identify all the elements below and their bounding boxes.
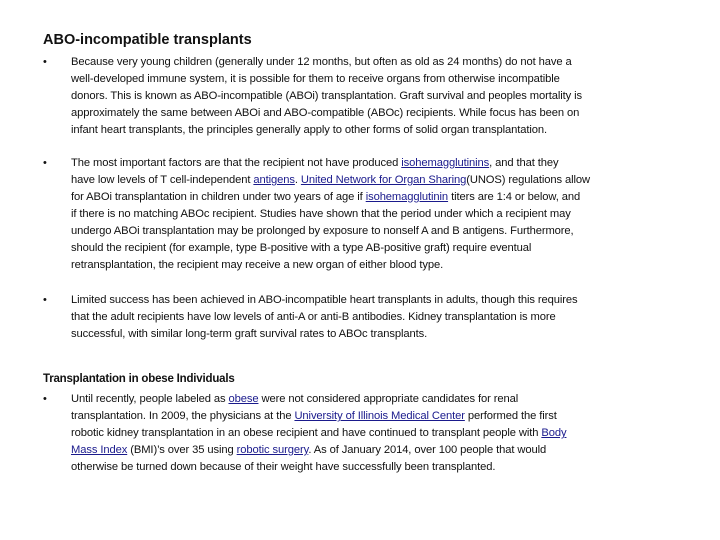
text-line: otherwise be turned down because of their weight have successfully been transplanted. <box>71 461 496 473</box>
text: have low levels of T cell-independent <box>71 174 254 186</box>
text-line: Limited success has been achieved in ABO-incompatible heart transplants in adults, though this requires <box>71 294 578 306</box>
text-line <box>71 442 683 459</box>
text-line <box>71 391 683 408</box>
text-line: should the recipient (for example, type B-positive with a type AB-positive graft) require eventual <box>71 242 532 254</box>
bullet-item-2 <box>43 155 683 274</box>
text: performed the first <box>464 410 557 422</box>
link-obese[interactable]: obese <box>228 393 259 405</box>
text-line <box>71 408 683 425</box>
paragraph-text <box>71 155 683 274</box>
text-line: if there is no matching ABOc recipient. Studies have shown that the period under which a recipient may <box>71 208 571 220</box>
link-university-of-illinois[interactable]: University of Illinois Medical Center <box>294 410 465 422</box>
bullet-item-3 <box>43 292 683 343</box>
text-line <box>71 425 683 442</box>
text-line: that the adult recipients have low levels of anti-A or anti-B antibodies. Kidney transplantation is more <box>71 311 556 323</box>
text: , and that they <box>489 157 559 169</box>
text-line: Because very young children (generally under 12 months, but often as old as 24 months) do not have a <box>71 56 572 68</box>
bullet-icon: • <box>43 157 47 169</box>
text-line: successful, with similar long-term graft survival rates to ABOc transplants. <box>71 328 428 340</box>
bullet-icon: • <box>43 393 47 405</box>
paragraph-text <box>71 292 683 343</box>
text: for ABOi transplantation in children under two years of age if <box>71 191 366 203</box>
text: The most important factors are that the recipient not have produced <box>71 157 402 169</box>
link-isohemagglutinins[interactable]: isohemagglutinins <box>401 157 490 169</box>
text-line <box>71 189 683 206</box>
paragraph-text <box>71 54 683 139</box>
text-line: approximately the same between ABOi and ABO-compatible (ABOc) recipients. While focus has been on <box>71 107 580 119</box>
link-isohemagglutinin[interactable]: isohemagglutinin <box>365 191 449 203</box>
text: (BMI)’s over 35 using <box>127 444 237 456</box>
text: (UNOS) regulations allow <box>466 174 591 186</box>
text-line: well-developed immune system, it is possible for them to receive organs from otherwise incompatible <box>71 73 560 85</box>
text-line: retransplantation, the recipient may receive a new organ of either blood type. <box>71 259 444 271</box>
link-unos[interactable]: United Network for Organ Sharing <box>300 174 467 186</box>
link-antigens[interactable]: antigens <box>253 174 295 186</box>
text: robotic kidney transplantation in an obese recipient and have continued to transplant people with <box>71 427 542 439</box>
bullet-icon: • <box>43 294 47 306</box>
section-title-abo: ABO-incompatible transplants <box>43 32 252 48</box>
text-line: donors. This is known as ABO-incompatible (ABOi) transplantation. Graft survival and peoples mortality is <box>71 90 582 102</box>
text-line: undergo ABOi transplantation may be prolonged by exposure to nonself A and B antigens. Furthermore, <box>71 225 574 237</box>
text-line <box>71 155 683 172</box>
text: Until recently, people labeled as <box>71 393 229 405</box>
text: . As of January 2014, over 100 people that would <box>308 444 547 456</box>
text-line <box>71 172 683 189</box>
section-title-obese: Transplantation in obese Individuals <box>43 373 235 385</box>
text: titers are 1:4 or below, and <box>448 191 581 203</box>
bullet-item-1 <box>43 54 683 139</box>
link-body-mass-index-cont[interactable]: Mass Index <box>71 444 128 456</box>
link-body-mass-index[interactable]: Body <box>541 427 567 439</box>
text: were not considered appropriate candidates for renal <box>258 393 519 405</box>
paragraph-text <box>71 391 683 476</box>
text: transplantation. In 2009, the physicians at the <box>71 410 295 422</box>
link-robotic-surgery[interactable]: robotic surgery <box>236 444 309 456</box>
bullet-item-4 <box>43 391 683 476</box>
bullet-icon: • <box>43 56 47 68</box>
text: . <box>294 174 301 186</box>
text-line: infant heart transplants, the principles generally apply to other forms of solid organ transplantation. <box>71 124 548 136</box>
